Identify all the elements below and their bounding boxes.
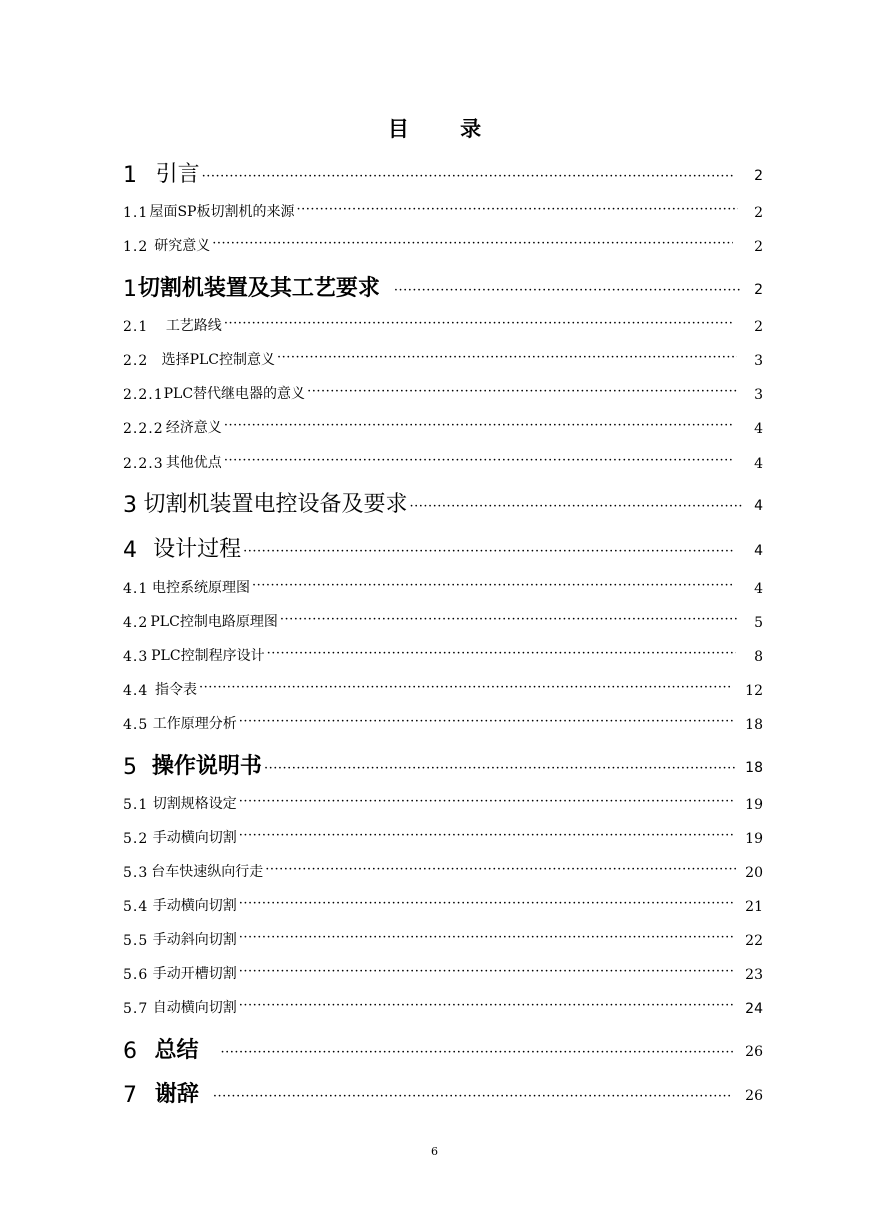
toc-entry-number: 6 <box>123 1039 137 1064</box>
toc-entry-label: PLC替代继电器的意义 <box>163 386 306 402</box>
toc-entry[interactable] <box>123 1076 763 1108</box>
dot-leader <box>243 545 735 563</box>
toc-entry-number: 4.1 <box>123 581 149 597</box>
toc-entry-page: 4 <box>754 498 763 514</box>
dot-leader <box>212 237 733 255</box>
toc-entry-number: 7 <box>123 1083 137 1108</box>
toc-entry-label: 工作原理分析 <box>152 716 237 732</box>
toc-entry-number: 5.2 <box>123 831 149 847</box>
toc-entry-label: PLC控制电路原理图 <box>150 614 278 630</box>
dot-leader <box>239 715 735 733</box>
toc-entry[interactable] <box>123 233 763 255</box>
toc-entry-label: 经济意义 <box>165 420 222 436</box>
toc-entry-page: 26 <box>745 1088 763 1104</box>
toc-entry-label: 台车快速纵向行走 <box>151 864 264 880</box>
dot-leader <box>239 897 735 915</box>
toc-entry-page: 18 <box>745 717 763 733</box>
toc-entry-label: 设计过程 <box>153 537 242 562</box>
dot-leader <box>202 170 733 188</box>
dot-leader <box>239 931 735 949</box>
toc-entry-label: 其他优点 <box>165 455 222 471</box>
toc-entry-number: 5.1 <box>123 797 149 813</box>
toc-entry-label: 选择PLC控制意义 <box>161 352 276 368</box>
dot-leader <box>224 317 734 335</box>
toc-entry-number: 1 <box>123 277 137 302</box>
toc-entry[interactable] <box>123 859 763 881</box>
dot-leader <box>199 681 733 699</box>
page-number: 6 <box>431 1145 438 1158</box>
toc-entry[interactable] <box>123 381 763 403</box>
toc-entry-number: 5 <box>123 755 137 780</box>
toc-entry-label: 切割规格设定 <box>152 796 237 812</box>
toc-entry-page: 19 <box>745 797 763 813</box>
toc-entry-page: 21 <box>745 899 763 915</box>
dot-leader <box>224 454 734 472</box>
dot-leader <box>280 613 737 631</box>
toc-entry-label: 工艺路线 <box>165 318 222 334</box>
toc-entry-page: 3 <box>754 353 763 369</box>
toc-entry[interactable] <box>123 893 763 915</box>
toc-entry-number: 2.1 <box>123 319 149 335</box>
dot-leader <box>239 999 735 1017</box>
toc-entry-number: 1 <box>123 163 137 188</box>
toc-entry[interactable] <box>123 961 763 983</box>
dot-leader <box>224 419 734 437</box>
toc-entry-number: 2.2.1 <box>123 387 164 403</box>
toc-entry[interactable] <box>123 995 763 1017</box>
toc-entry-number: 5.4 <box>123 899 149 915</box>
dot-leader <box>394 284 743 302</box>
toc-entry-page: 20 <box>745 865 763 881</box>
toc-entry-number: 5.7 <box>123 1001 149 1017</box>
toc-entry-number: 2.2 <box>123 353 149 369</box>
toc-entry[interactable] <box>123 156 763 188</box>
toc-entry-page: 2 <box>754 319 763 335</box>
toc-entry-label: 引言 <box>155 162 200 187</box>
toc-entry-label: 切割机装置及其工艺要求 <box>137 276 380 301</box>
dot-leader <box>265 863 736 881</box>
toc-entry-page: 3 <box>754 387 763 403</box>
dot-leader <box>213 1090 733 1108</box>
toc-entry-page: 4 <box>754 581 764 597</box>
toc-entry[interactable] <box>123 791 763 813</box>
toc-entry-page: 2 <box>754 168 764 184</box>
toc-entry-page: 2 <box>754 205 764 221</box>
toc-entry[interactable] <box>123 270 763 302</box>
toc-entry-label: 总结 <box>154 1038 199 1063</box>
toc-entry-label: 手动斜向切割 <box>152 932 237 948</box>
dot-leader <box>307 385 738 403</box>
toc-entry-number: 2.2.2 <box>123 421 164 437</box>
toc-entry[interactable] <box>123 927 763 949</box>
toc-entry-page: 22 <box>745 933 763 949</box>
toc-entry-page: 5 <box>754 615 763 631</box>
toc-entry-number: 1.2 <box>123 239 149 255</box>
toc-entry-page: 24 <box>745 1001 763 1017</box>
toc-entry-number: 4.4 <box>123 683 149 699</box>
toc-entry-number: 4 <box>123 538 137 563</box>
dot-leader <box>296 203 737 221</box>
dot-leader <box>409 500 743 518</box>
toc-entry[interactable] <box>123 711 763 733</box>
toc-entry[interactable] <box>123 643 763 665</box>
toc-entry[interactable] <box>123 415 763 437</box>
toc-entry-number: 5.6 <box>123 967 149 983</box>
toc-entry-label: 手动横向切割 <box>152 830 237 846</box>
toc-entry-page: 2 <box>754 239 763 255</box>
toc-entry[interactable] <box>123 748 763 780</box>
toc-entry-page: 19 <box>745 831 763 847</box>
toc-entry-page: 4 <box>754 421 763 437</box>
toc-entry[interactable] <box>123 531 763 563</box>
toc-entry-label: 电控系统原理图 <box>151 580 250 596</box>
toc-entry-label: 研究意义 <box>154 238 211 254</box>
toc-entry-page: 23 <box>745 967 763 983</box>
toc-entry-label: 自动横向切割 <box>152 1000 237 1016</box>
toc-entry[interactable] <box>123 347 763 369</box>
toc-entry-number: 4.3 <box>123 649 149 665</box>
toc-entry[interactable] <box>123 609 763 631</box>
toc-entry[interactable] <box>123 575 763 597</box>
dot-leader <box>239 829 735 847</box>
toc-entry-label: PLC控制程序设计 <box>151 648 265 664</box>
toc-entry-number: 5.3 <box>123 865 149 881</box>
toc-entry-page: 18 <box>745 760 763 776</box>
toc-entry-page: 4 <box>754 543 763 559</box>
dot-leader <box>277 351 737 369</box>
toc-entry[interactable] <box>123 486 763 518</box>
dot-leader <box>220 1046 733 1064</box>
dot-leader <box>264 762 736 780</box>
toc-entry[interactable] <box>123 450 763 472</box>
toc-entry-label: 指令表 <box>155 682 197 698</box>
toc-entry-number: 2.2.3 <box>123 456 164 472</box>
toc-entry-number: 1.1 <box>123 205 149 221</box>
toc-entry-number: 3 <box>123 493 137 518</box>
toc-entry-label: 切割机装置电控设备及要求 <box>143 492 408 517</box>
toc-entry-page: 2 <box>754 282 763 298</box>
toc-entry[interactable] <box>123 199 763 221</box>
toc-entry-label: 谢辞 <box>154 1082 199 1107</box>
toc-entry-number: 4.5 <box>123 717 149 733</box>
dot-leader <box>239 795 735 813</box>
toc-entry[interactable] <box>123 313 763 335</box>
toc-entry-page: 26 <box>745 1044 763 1060</box>
toc-entry-page: 4 <box>754 456 763 472</box>
toc-entry-page: 12 <box>745 683 763 699</box>
toc-title: 目 录 <box>387 117 504 141</box>
toc-entry-label: 屋面SP板切割机的来源 <box>149 204 295 220</box>
dot-leader <box>252 579 735 597</box>
toc-entry-label: 操作说明书 <box>151 754 262 779</box>
toc-entry-number: 4.2 <box>123 615 149 631</box>
toc-entry-page: 8 <box>754 649 763 665</box>
toc-entry-label: 手动横向切割 <box>152 898 237 914</box>
dot-leader <box>239 965 735 983</box>
dot-leader <box>267 647 736 665</box>
toc-entry-label: 手动开槽切割 <box>152 966 237 982</box>
toc-entry[interactable] <box>123 825 763 847</box>
toc-entry[interactable] <box>123 1032 763 1064</box>
toc-entry[interactable] <box>123 677 763 699</box>
toc-entry-number: 5.5 <box>123 933 149 949</box>
